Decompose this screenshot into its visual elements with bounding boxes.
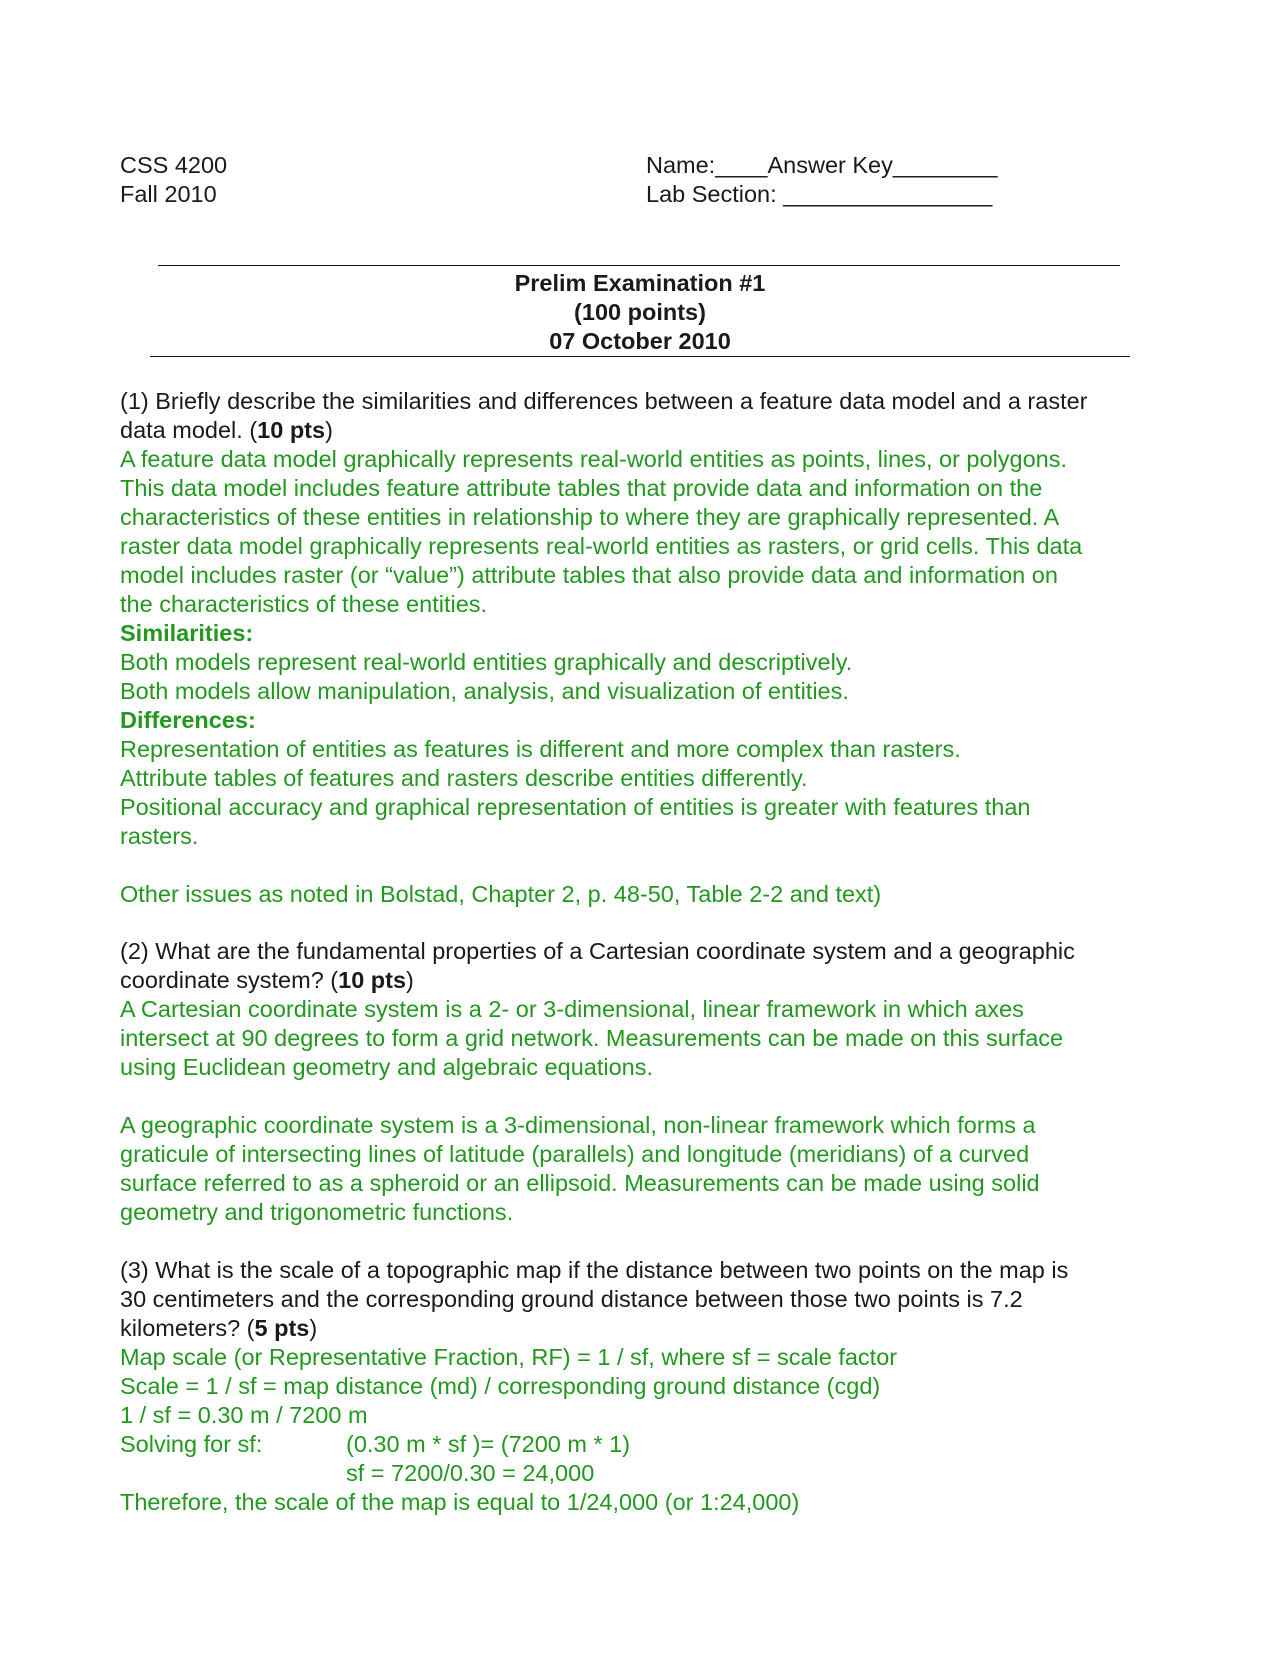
difference-item: Attribute tables of features and rasters describe entities differently.: [120, 765, 808, 791]
solving-label: Solving for sf:: [120, 1431, 263, 1457]
q2-answer-line: using Euclidean geometry and algebraic equations.: [120, 1054, 654, 1080]
bottom-rule: [150, 356, 1130, 357]
q2-question-line: coordinate system? (10 pts): [120, 967, 414, 993]
q1-answer-line: raster data model graphically represents real-world entities as rasters, or grid cells. This data: [120, 533, 1083, 559]
exam-title: Prelim Examination #1: [514, 270, 766, 296]
q1-answer-line: model includes raster (or “value”) attribute tables that also provide data and information on: [120, 562, 1058, 588]
q2-answer-line: A geographic coordinate system is a 3-dimensional, non-linear framework which forms a: [120, 1112, 1036, 1138]
q3-answer-line: Map scale (or Representative Fraction, RF) = 1 / sf, where sf = scale factor: [120, 1344, 898, 1370]
q1-points: 10 pts: [257, 417, 326, 443]
q2-answer-line: A Cartesian coordinate system is a 2- or 3-dimensional, linear framework in which axes: [120, 996, 1024, 1022]
exam-date: 07 October 2010: [549, 328, 731, 354]
solving-equation: (0.30 m * sf )= (7200 m * 1): [346, 1431, 631, 1457]
lab-section-field: Lab Section: ________________: [646, 181, 993, 207]
similarity-item: Both models represent real-world entities graphically and descriptively.: [120, 649, 853, 675]
difference-item: rasters.: [120, 823, 199, 849]
q3-conclusion: Therefore, the scale of the map is equal to 1/24,000 (or 1:24,000): [120, 1489, 800, 1515]
course-number: CSS 4200: [120, 152, 228, 178]
q3-question-line: (3) What is the scale of a topographic map if the distance between two points on the map is: [120, 1257, 1069, 1283]
q1-answer-line: A feature data model graphically represents real-world entities as points, lines, or polygons.: [120, 446, 1068, 472]
top-rule: [158, 265, 1120, 266]
q3-answer-line: 1 / sf = 0.30 m / 7200 m: [120, 1402, 368, 1428]
name-field: Name:____Answer Key________: [646, 152, 998, 178]
q1-question-line: (1) Briefly describe the similarities and differences between a feature data model and a raster: [120, 388, 1088, 414]
difference-item: Positional accuracy and graphical representation of entities is greater with features than: [120, 794, 1031, 820]
q1-question-line: data model. (10 pts): [120, 417, 333, 443]
q3-answer-line: Scale = 1 / sf = map distance (md) / corresponding ground distance (cgd): [120, 1373, 881, 1399]
q3-question-line: kilometers? (5 pts): [120, 1315, 318, 1341]
q1-answer-line: characteristics of these entities in relationship to where they are graphically represented. A: [120, 504, 1060, 530]
differences-heading: Differences:: [120, 707, 256, 733]
q2-answer-line: graticule of intersecting lines of latitude (parallels) and longitude (meridians) of a curved: [120, 1141, 1030, 1167]
similarity-item: Both models allow manipulation, analysis, and visualization of entities.: [120, 678, 849, 704]
difference-item: Representation of entities as features is different and more complex than rasters.: [120, 736, 961, 762]
q2-answer-line: surface referred to as a spheroid or an ellipsoid. Measurements can be made using solid: [120, 1170, 1040, 1196]
q2-points: 10 pts: [338, 967, 407, 993]
solving-equation: sf = 7200/0.30 = 24,000: [346, 1460, 595, 1486]
q1-answer-line: This data model includes feature attribute tables that provide data and information on the: [120, 475, 1043, 501]
q1-other-note: Other issues as noted in Bolstad, Chapter 2, p. 48-50, Table 2-2 and text): [120, 881, 882, 907]
similarities-heading: Similarities:: [120, 620, 254, 646]
q2-answer-line: intersect at 90 degrees to form a grid network. Measurements can be made on this surface: [120, 1025, 1064, 1051]
term: Fall 2010: [120, 181, 217, 207]
q2-answer-line: geometry and trigonometric functions.: [120, 1199, 514, 1225]
q1-answer-line: the characteristics of these entities.: [120, 591, 488, 617]
q3-points: 5 pts: [254, 1315, 310, 1341]
q3-question-line: 30 centimeters and the corresponding ground distance between those two points is 7.2: [120, 1286, 1023, 1312]
exam-points: (100 points): [574, 299, 706, 325]
q2-question-line: (2) What are the fundamental properties of a Cartesian coordinate system and a geographic: [120, 938, 1075, 964]
